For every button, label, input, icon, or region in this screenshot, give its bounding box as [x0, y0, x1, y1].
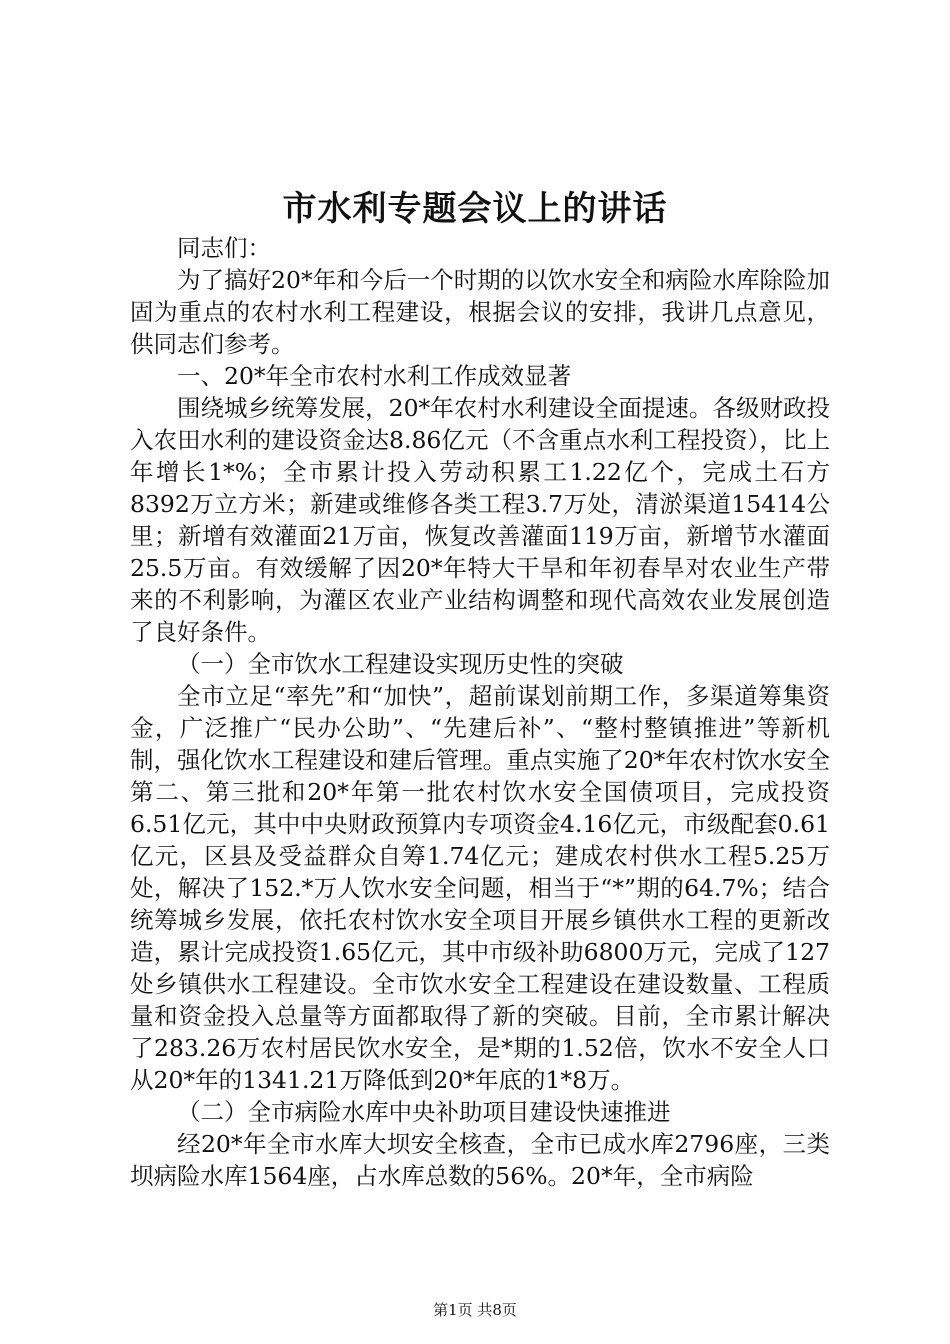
- subsection-1-paragraph: 全市立足“率先”和“加快”，超前谋划前期工作，多渠道筹集资金，广泛推广“民办公助”、“先建后补”、“整村整镇推进”等新机制，强化饮水工程建设和建后管理。重点实施了20*年农村饮水安全第二、第三批和20*年第一批农村饮水安全国债项目，完成投资6.51亿元，其中中央财政预算内专项资金4.16亿元，市级配套0.61亿元，区县及受益群众自筹1.74亿元；建成农村供水工程5.25万处，解决了152.*万人饮水安全问题，相当于“*”期的64.7%；结合统筹城乡发展，依托农村饮水安全项目开展乡镇供水工程的更新改造，累计完成投资1.65亿元，其中市级补助6800万元，完成了127处乡镇供水工程建设。全市饮水安全工程建设在建设数量、工程质量和资金投入总量等方面都取得了新的突破。目前，全市累计解决了283.26万农村居民饮水安全，是*期的1.52倍，饮水不安全人口从20*年的1341.21万降低到20*年底的1*8万。: [130, 682, 830, 1094]
- document-title: 市水利专题会议上的讲话: [282, 189, 668, 229]
- document-body: [130, 232, 830, 1192]
- subsection-2-paragraph: 经20*年全市水库大坝安全核查，全市已成水库2796座，三类坝病险水库1564座，占水库总数的56%。20*年，全市病险: [130, 1130, 830, 1190]
- subsection-heading-1: （一）全市饮水工程建设实现历史性的突破: [177, 650, 624, 678]
- intro-paragraph: 为了搞好20*年和今后一个时期的以饮水安全和病险水库除险加固为重点的农村水利工程建设，根据会议的安排，我讲几点意见，供同志们参考。: [130, 266, 830, 358]
- section-heading-1: 一、20*年全市农村水利工作成效显著: [177, 362, 572, 390]
- subsection-heading-2: （二）全市病险水库中央补助项目建设快速推进: [177, 1098, 671, 1126]
- section-1-paragraph: 围绕城乡统筹发展，20*年农村水利建设全面提速。各级财政投入农田水利的建设资金达8.86亿元（不含重点水利工程投资），比上年增长1*%；全市累计投入劳动积累工1.22亿个，完成土石方8392万立方米；新建或维修各类工程3.7万处，清淤渠道15414公里；新增有效灌面21万亩，恢复改善灌面119万亩，新增节水灌面25.5万亩。有效缓解了因20*年特大干旱和年初春旱对农业生产带来的不利影响，为灌区农业产业结构调整和现代高效农业发展创造了良好条件。: [130, 394, 830, 646]
- page-footer: 第1页 共8页: [433, 1301, 517, 1319]
- salutation: 同志们：: [177, 234, 271, 262]
